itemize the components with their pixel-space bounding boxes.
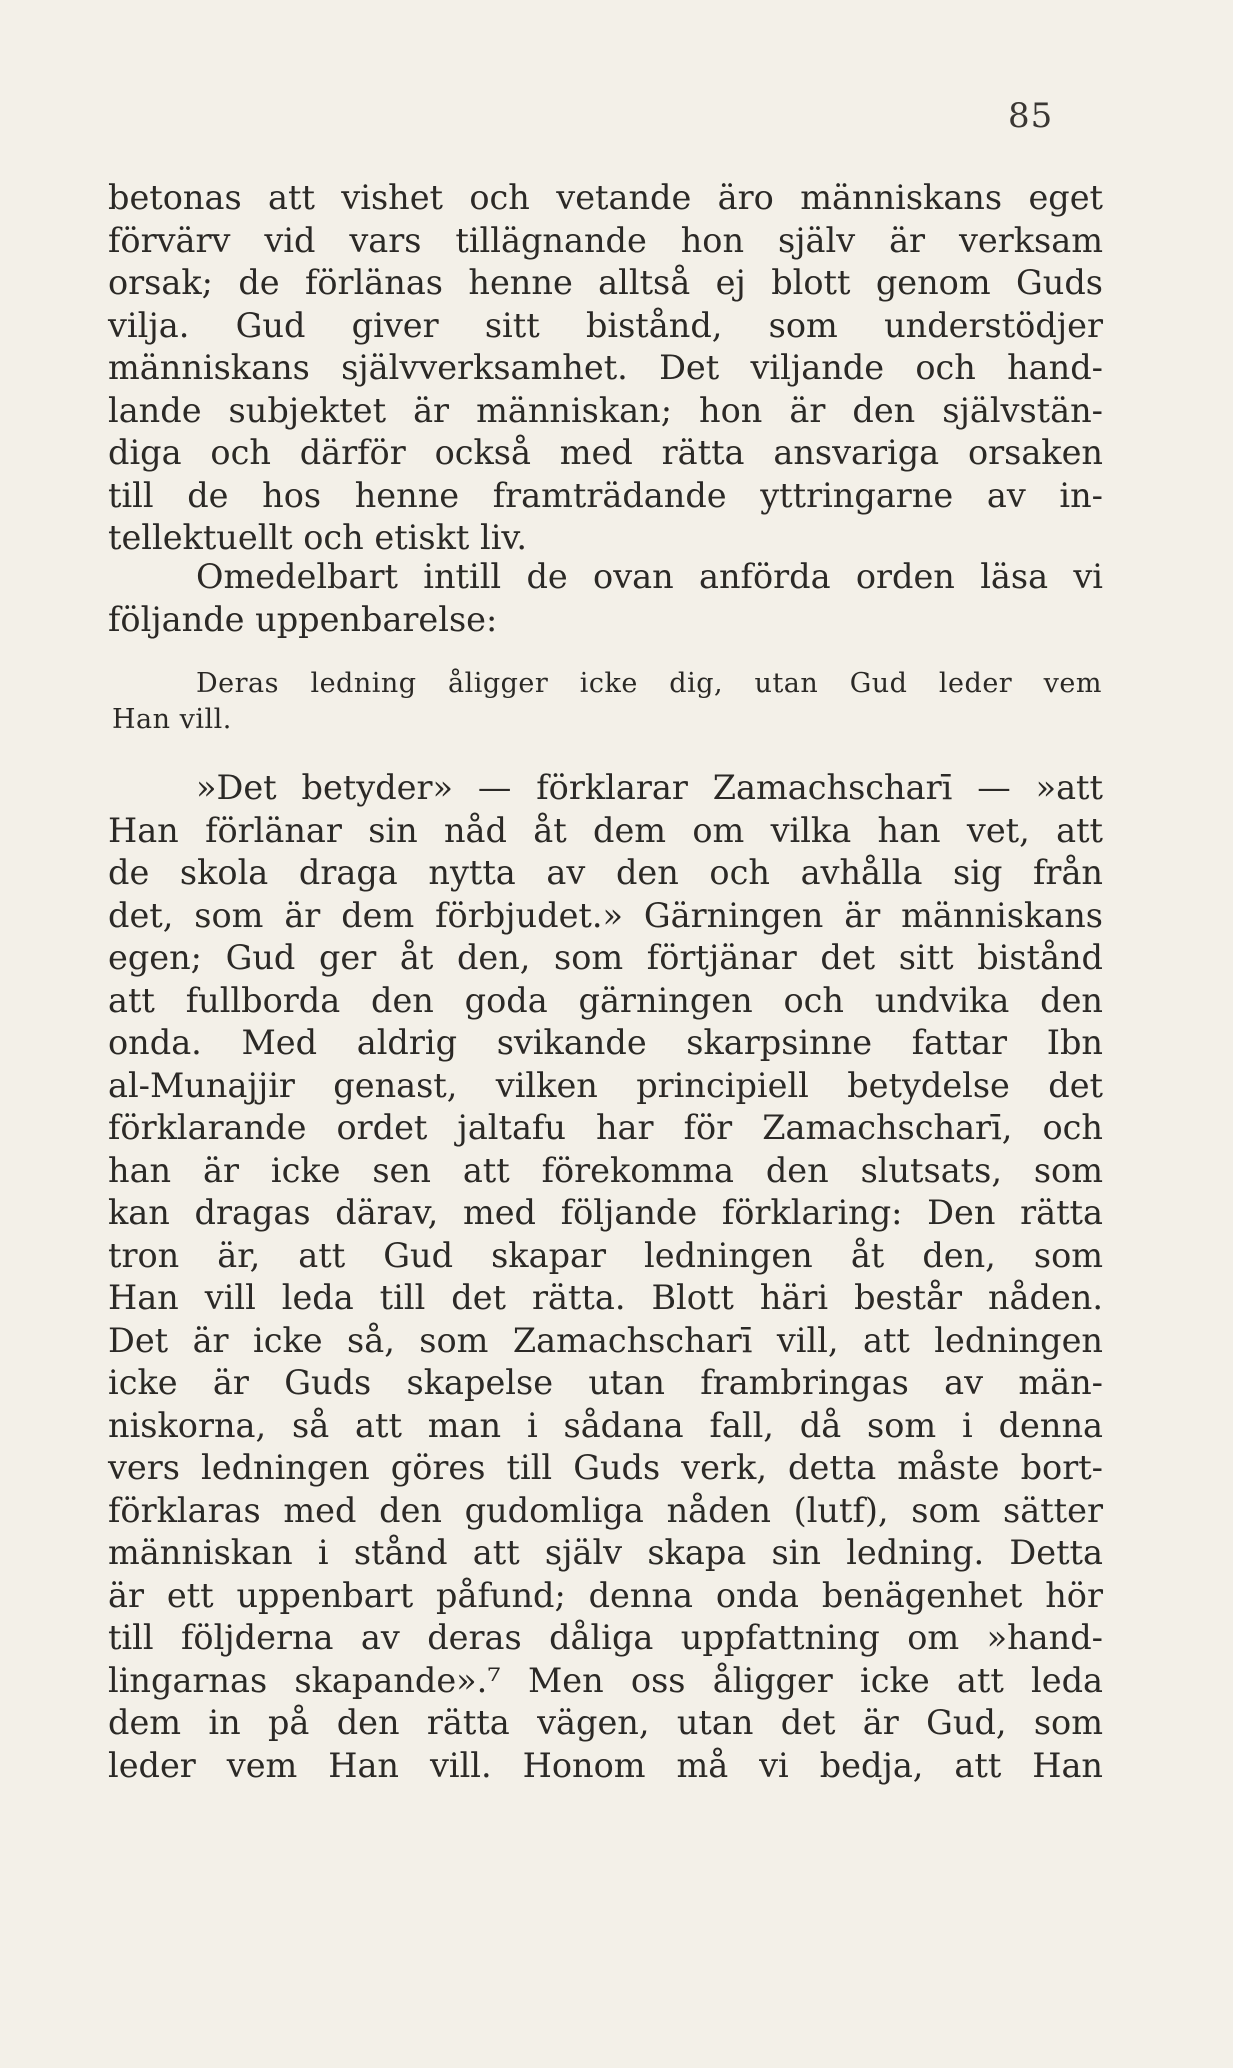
text-line: Det är icke så, som Zamachscharī vill, att ledningen (108, 1320, 1103, 1360)
text-line: betonas att vishet och vetande äro människans eget (108, 178, 1103, 217)
quote-line: Deras ledning åligger icke dig, utan Gud leder vem (196, 668, 1102, 699)
text-line: tellektuellt och etiskt liv. (108, 518, 528, 557)
text-line: Han förlänar sin nåd åt dem om vilka han vet, att (108, 810, 1103, 850)
text-line: dem in på den rätta vägen, utan det är Gud, som (108, 1703, 1103, 1742)
text-line: det, som är dem förbjudet.» Gärningen är människans (108, 895, 1103, 935)
text-line: orsak; de förlänas henne alltså ej blott genom Guds (108, 263, 1103, 302)
text-line: vers ledningen göres till Guds verk, detta måste bort- (108, 1448, 1103, 1487)
text-line: leder vem Han vill. Honom må vi bedja, att Han (108, 1745, 1103, 1785)
text-line: till de hos henne framträdande yttringarne av in- (108, 475, 1103, 515)
text-line: icke är Guds skapelse utan frambringas av män- (108, 1363, 1103, 1402)
paragraph-2 (108, 556, 1103, 641)
text-line: vilja. Gud giver sitt bistånd, som understödjer (108, 305, 1103, 345)
text-line: onda. Med aldrig svikande skarpsinne fattar Ibn (108, 1023, 1103, 1062)
text-line: Han vill leda till det rätta. Blott häri består nåden. (108, 1278, 1103, 1317)
text-line: tron är, att Gud skapar ledningen åt den, som (108, 1235, 1103, 1275)
text-line: lingarnas skapande».⁷ Men oss åligger icke att leda (108, 1660, 1103, 1700)
text-line: följande uppenbarelse: (108, 599, 498, 639)
quote-line: Han vill. (112, 704, 232, 735)
text-line: egen; Gud ger åt den, som förtjänar det sitt bistånd (108, 938, 1103, 977)
text-line: han är icke sen att förekomma den slutsats, som (108, 1150, 1103, 1190)
paragraph-1 (108, 177, 1103, 560)
text-line: förvärv vid vars tillägnande hon själv är verksam (108, 220, 1103, 260)
text-line: att fullborda den goda gärningen och undvika den (108, 980, 1103, 1020)
text-line: förklarande ordet jaltafu har för Zamachscharī, och (108, 1108, 1103, 1147)
text-line: förklaras med den gudomliga nåden (lutf), som sätter (108, 1490, 1103, 1530)
text-line: de skola draga nytta av den och avhålla sig från (108, 853, 1103, 892)
text-line: människan i stånd att själv skapa sin ledning. Detta (108, 1533, 1103, 1572)
text-line: diga och därför också med rätta ansvariga orsaken (108, 433, 1103, 472)
text-line: är ett uppenbart påfund; denna onda benägenhet hör (108, 1575, 1103, 1615)
text-line: lande subjektet är människan; hon är den självstän- (108, 390, 1103, 430)
text-line: kan dragas därav, med följande förklaring: Den rätta (108, 1193, 1103, 1232)
text-line: niskorna, så att man i sådana fall, då som i denna (108, 1405, 1103, 1445)
page-number: 85 (1008, 96, 1054, 136)
text-line: människans självverksamhet. Det viljande och hand- (108, 348, 1103, 387)
text-line: al-Munajjir genast, vilken principiell betydelse det (108, 1065, 1103, 1105)
paragraph-3 (108, 767, 1103, 1787)
text-line: »Det betyder» — förklarar Zamachscharī — »att (196, 768, 1103, 807)
text-line: Omedelbart intill de ovan anförda orden läsa vi (196, 557, 1103, 596)
text-line: till följderna av deras dåliga uppfattning om »hand- (108, 1618, 1103, 1657)
quoted-verse (112, 666, 1102, 738)
